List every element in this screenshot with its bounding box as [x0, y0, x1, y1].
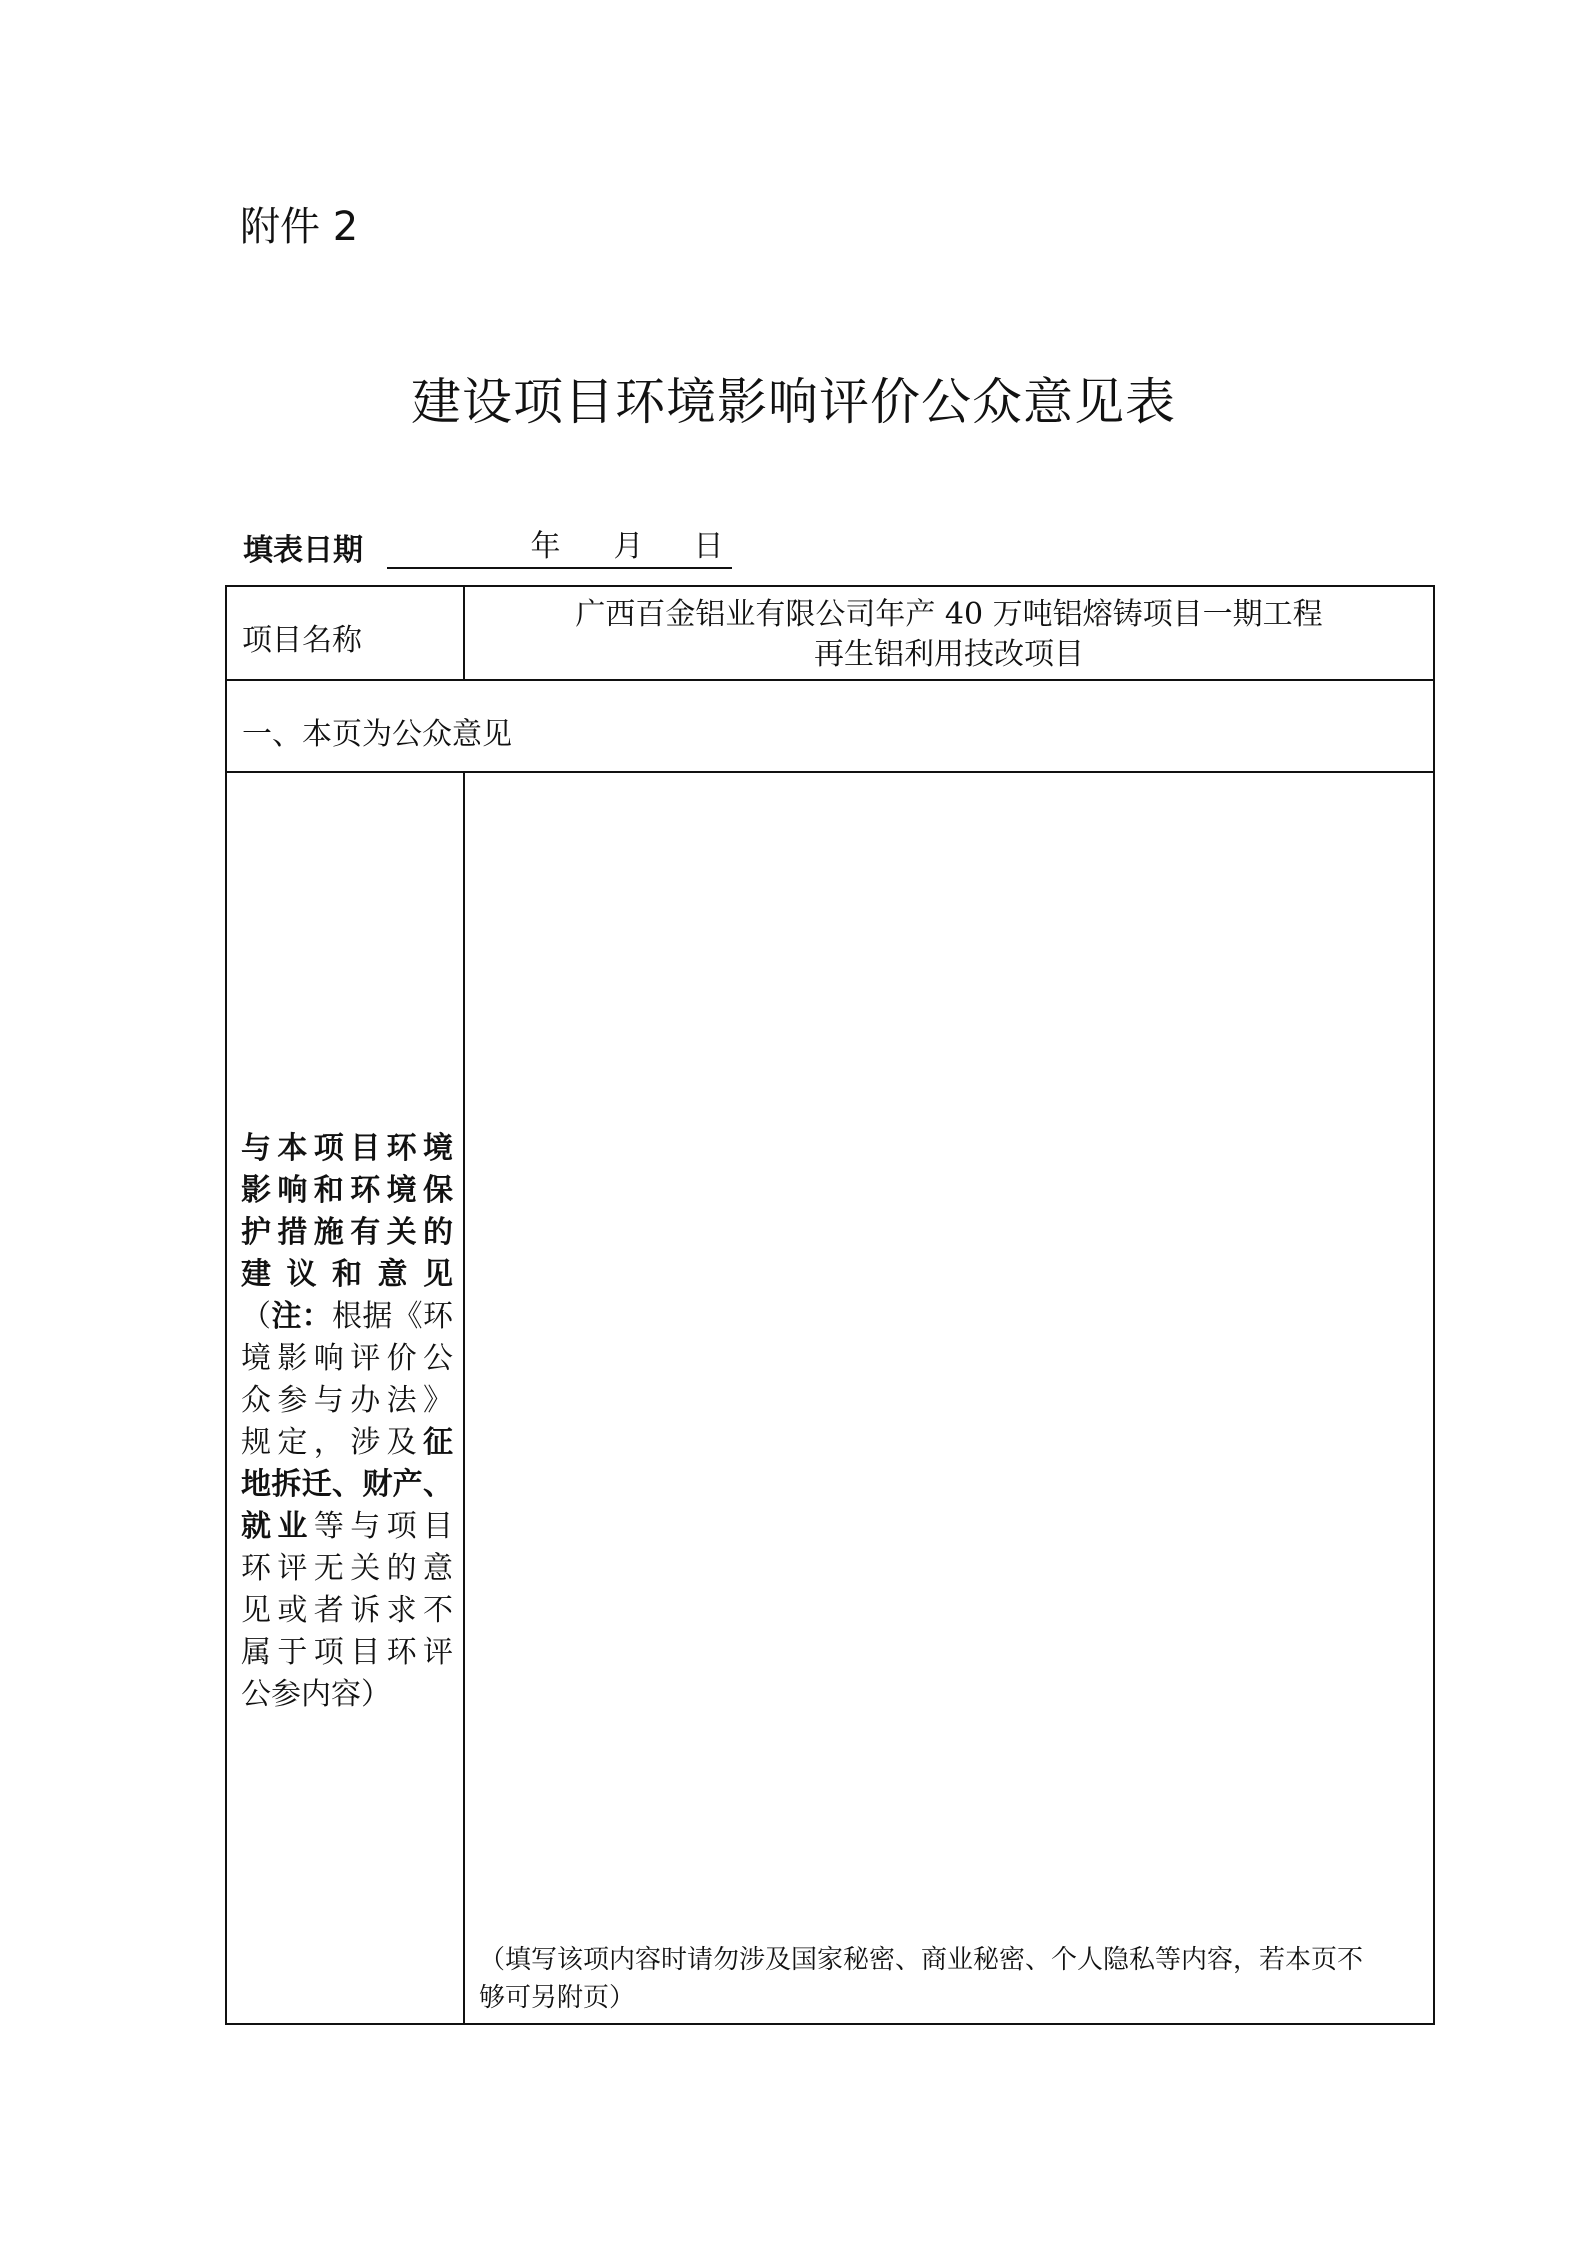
document-title: 建设项目环境影响评价公众意见表 [411, 373, 1176, 431]
privacy-note-line-1: （填写该项内容时请勿涉及国家秘密、商业秘密、个人隐私等内容，若本页不 [479, 1945, 1364, 1975]
opinion-label-line: 与本项目环境 [241, 1131, 453, 1166]
project-row [227, 587, 1433, 681]
section-row [227, 681, 1433, 773]
note-line: 见或者诉求不 [241, 1593, 453, 1628]
project-name-line-2: 再生铝利用技改项目 [814, 637, 1084, 672]
note-line: 地拆迁、财产、 [241, 1467, 453, 1502]
opinion-input-area[interactable] [465, 773, 1433, 2023]
note-line: 境影响评价公 [241, 1341, 453, 1376]
fill-date-field[interactable] [387, 529, 732, 569]
opinion-label-cell [227, 773, 465, 2023]
project-name-cell [465, 587, 1433, 679]
note-line: （注：根据《环 [241, 1299, 454, 1334]
fill-date-month: 月 [613, 529, 644, 564]
section-title: 一、本页为公众意见 [242, 717, 512, 752]
project-name-line-1: 广西百金铝业有限公司年产 40 万吨铝熔铸项目一期工程 [575, 597, 1323, 632]
note-line: 环评无关的意 [241, 1551, 453, 1586]
fill-date-day: 日 [693, 529, 724, 564]
opinion-form-table [225, 585, 1435, 2025]
privacy-note-line-2: 够可另附页） [479, 1983, 636, 2013]
opinion-label-line: 护措施有关的 [241, 1215, 453, 1250]
privacy-note [479, 1941, 1423, 2017]
fill-date-row [243, 525, 732, 569]
note-line: 属于项目环评 [241, 1635, 453, 1670]
opinion-label-line: 影响和环境保 [241, 1173, 453, 1208]
note-line: 公参内容） [241, 1677, 391, 1712]
note-line: 规定，涉及征 [241, 1425, 453, 1460]
note-line: 就业等与项目 [241, 1509, 454, 1544]
note-line: 众参与办法》 [241, 1383, 453, 1418]
project-label: 项目名称 [242, 623, 362, 658]
project-label-cell [227, 587, 465, 679]
fill-date-year: 年 [530, 529, 561, 564]
opinion-label-line: 建 议 和 意 见 [241, 1257, 453, 1292]
opinion-label [241, 1128, 453, 1716]
attachment-label: 附件 2 [240, 204, 359, 250]
opinion-row [227, 773, 1433, 2023]
fill-date-label: 填表日期 [243, 533, 363, 568]
project-name [465, 595, 1433, 675]
